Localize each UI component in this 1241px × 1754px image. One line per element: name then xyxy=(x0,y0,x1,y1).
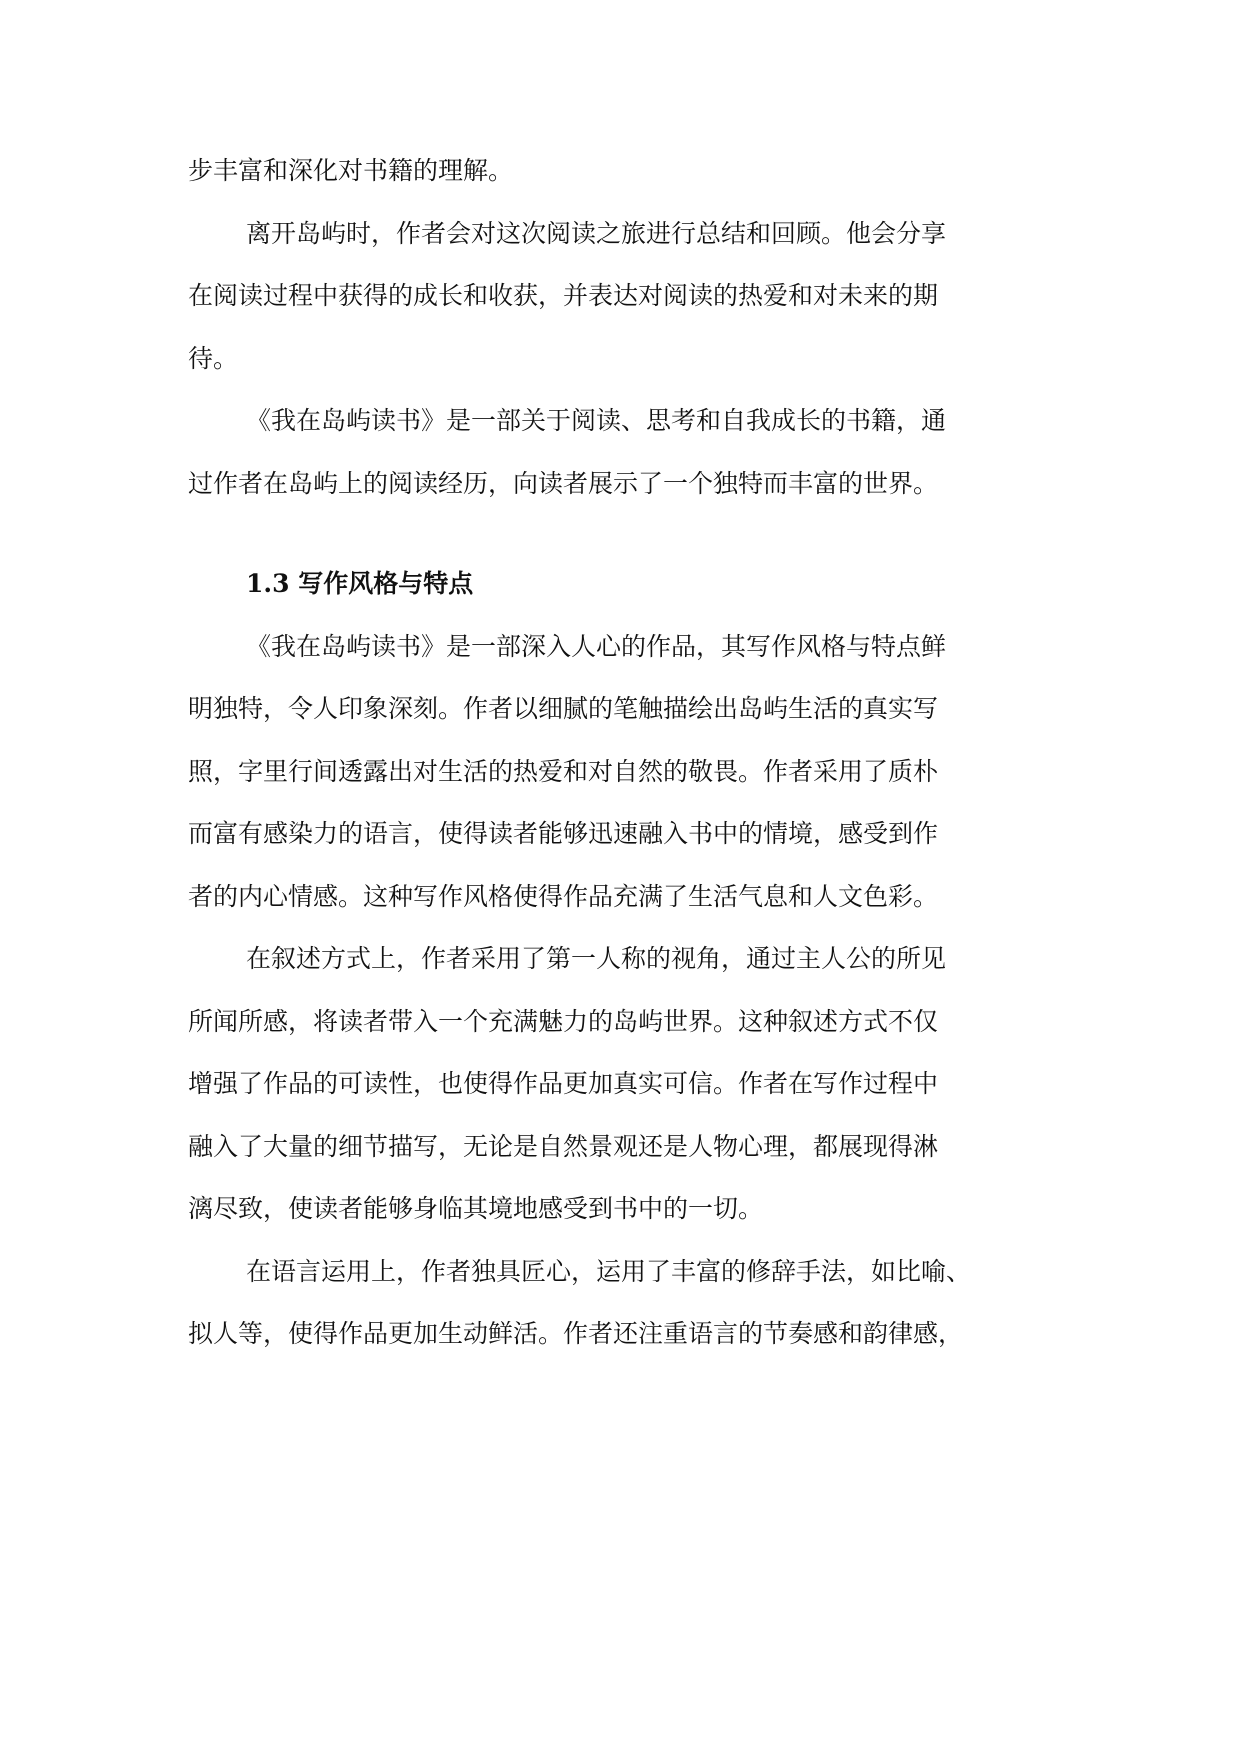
section-spacer xyxy=(188,515,1052,553)
body-line: 《我在岛屿读书》是一部深入人心的作品，其写作风格与特点鲜 xyxy=(246,631,947,661)
body-line: 在阅读过程中获得的成长和收获，并表达对阅读的热爱和对未来的期 xyxy=(188,281,939,310)
body-line: 者的内心情感。这种写作风格使得作品充满了生活气息和人文色彩。 xyxy=(188,881,939,911)
body-line: 步丰富和深化对书籍的理解。 xyxy=(188,156,514,185)
body-line: 增强了作品的可读性，也使得作品更加真实可信。作者在写作过程中 xyxy=(188,1069,939,1098)
body-line: 过作者在岛屿上的阅读经历，向读者展示了一个独特而丰富的世界。 xyxy=(188,468,939,498)
body-line: 离开岛屿时，作者会对这次阅读之旅进行总结和回顾。他会分享 xyxy=(246,218,947,248)
body-line: 漓尽致，使读者能够身临其境地感受到书中的一切。 xyxy=(188,1194,764,1223)
body-line: 《我在岛屿读书》是一部关于阅读、思考和自我成长的书籍，通 xyxy=(246,406,947,435)
body-line: 所闻所感，将读者带入一个充满魅力的岛屿世界。这种叙述方式不仅 xyxy=(188,1006,939,1036)
body-line: 明独特，令人印象深刻。作者以细腻的笔触描绘出岛屿生活的真实写 xyxy=(188,694,939,723)
body-line: 待。 xyxy=(188,343,239,373)
body-line: 在语言运用上，作者独具匠心，运用了丰富的修辞手法，如比喻、 xyxy=(246,1256,972,1286)
document-body xyxy=(188,140,1052,1366)
section-heading: 1.3 写作风格与特点 xyxy=(246,569,474,598)
body-line: 而富有感染力的语言，使得读者能够迅速融入书中的情境，感受到作 xyxy=(188,819,939,848)
body-line: 照，字里行间透露出对生活的热爱和对自然的敬畏。作者采用了质朴 xyxy=(188,756,939,786)
body-line: 拟人等，使得作品更加生动鲜活。作者还注重语言的节奏感和韵律感， xyxy=(188,1319,964,1348)
body-line: 融入了大量的细节描写，无论是自然景观还是人物心理，都展现得淋 xyxy=(188,1131,939,1161)
body-line: 在叙述方式上，作者采用了第一人称的视角，通过主人公的所见 xyxy=(246,944,947,973)
